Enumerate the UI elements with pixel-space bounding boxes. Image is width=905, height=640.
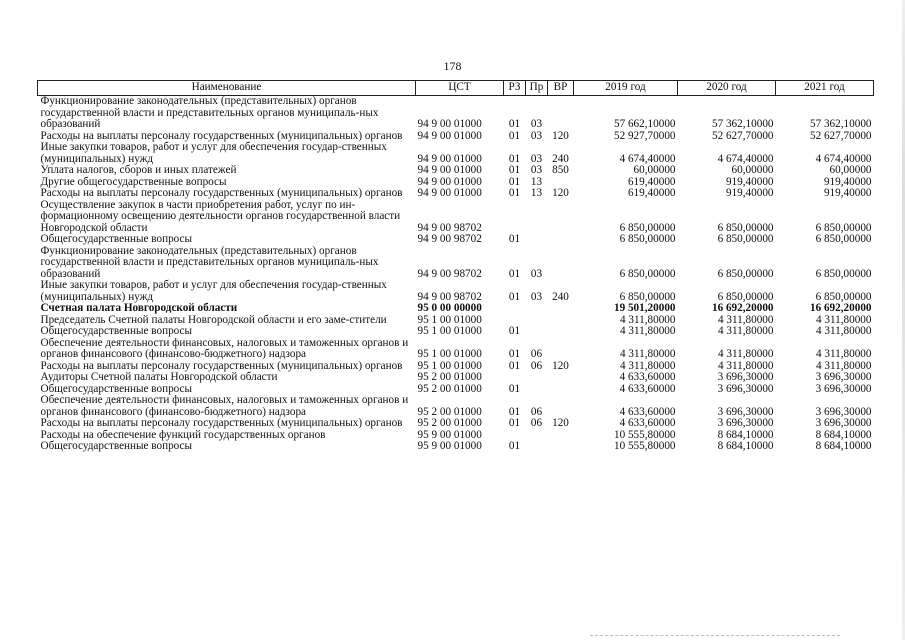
row-value-2020: 57 362,10000	[711, 118, 774, 130]
row-rz: 01	[508, 164, 521, 176]
row-vr	[548, 315, 574, 327]
row-cst: 94 9 00 01000	[417, 129, 482, 142]
row-pr	[526, 441, 548, 453]
row-value-2019: 619,40000	[627, 175, 676, 188]
row-value-2019: 6 850,00000	[619, 267, 676, 280]
row-name: Расходы на выплаты персоналу государственных (муниципальных) органов	[40, 129, 403, 142]
row-cst: 95 2 00 01000	[417, 371, 482, 383]
table-header-row	[38, 81, 874, 96]
row-value-2019: 4 674,40000	[619, 152, 676, 165]
row-pr	[526, 326, 548, 338]
row-vr	[548, 96, 574, 131]
table-row	[38, 234, 874, 246]
row-rz: 01	[508, 267, 521, 280]
row-value-2020: 6 850,00000	[717, 233, 774, 245]
row-cst: 95 1 00 01000	[417, 325, 482, 337]
row-value-2021: 4 674,40000	[815, 152, 872, 165]
row-value-2020: 919,40000	[725, 187, 774, 199]
header-cst: ЦСТ	[416, 81, 504, 96]
row-value-2019: 6 850,00000	[619, 221, 676, 234]
row-value-2019: 4 311,80000	[619, 348, 676, 360]
row-cst: 95 2 00 01000	[417, 405, 482, 418]
row-pr: 03	[530, 164, 543, 176]
row-cst: 94 9 00 98702	[417, 233, 482, 245]
row-value-2019: 57 662,10000	[613, 118, 676, 130]
table-row	[38, 142, 874, 165]
row-value-2019: 4 311,80000	[619, 359, 676, 372]
row-value-2019: 10 555,80000	[613, 428, 676, 441]
row-value-2020: 8 684,10000	[717, 428, 774, 441]
row-value-2019: 6 850,00000	[619, 290, 676, 303]
row-cst: 94 9 00 98702	[417, 290, 482, 303]
row-name: Расходы на выплаты персоналу государственных (муниципальных) органов	[40, 417, 403, 429]
row-cst: 95 9 00 01000	[417, 440, 482, 452]
row-cst: 94 9 00 98702	[417, 267, 482, 280]
row-name: Общегосударственные вопросы	[40, 325, 193, 337]
header-2020: 2020 год	[678, 81, 776, 96]
header-2019: 2019 год	[574, 81, 678, 96]
row-vr	[548, 384, 574, 396]
row-rz: 01	[508, 118, 521, 130]
row-cst: 94 9 00 01000	[417, 175, 482, 188]
row-pr	[526, 200, 548, 235]
row-vr: 240	[552, 152, 569, 165]
row-vr	[548, 441, 574, 453]
table-row	[38, 303, 874, 315]
row-value-2020: 3 696,30000	[717, 371, 774, 383]
row-rz: 01	[508, 152, 521, 165]
row-value-2021: 919,40000	[823, 187, 872, 199]
row-cst: 95 2 00 01000	[417, 417, 482, 429]
row-name: Общегосударственные вопросы	[40, 440, 193, 452]
row-value-2019: 6 850,00000	[619, 233, 676, 245]
page-number: 178	[443, 59, 462, 73]
row-value-2020: 8 684,10000	[717, 440, 774, 452]
row-vr	[548, 200, 574, 235]
row-value-2019: 19 501,20000	[613, 302, 676, 314]
row-value-2020: 52 627,70000	[711, 129, 774, 142]
row-value-2021: 52 627,70000	[809, 129, 872, 142]
row-vr: 120	[552, 129, 569, 142]
row-vr: 850	[552, 164, 569, 176]
row-vr: 120	[552, 187, 569, 199]
row-name: Председатель Счетной палаты Новгородской области и его заме-стители	[40, 313, 387, 326]
row-name: Обеспечение деятельности финансовых, налоговых и таможенных органов и органов финансового (финансово-бюджетного) надзора	[40, 336, 409, 360]
row-pr: 06	[530, 417, 543, 429]
row-pr	[526, 234, 548, 246]
header-vr: ВР	[548, 81, 574, 96]
row-value-2020: 16 692,20000	[711, 302, 774, 314]
row-value-2020: 4 311,80000	[717, 348, 774, 360]
row-pr	[526, 430, 548, 442]
row-pr	[526, 303, 548, 315]
row-value-2020: 6 850,00000	[717, 267, 774, 280]
row-name: Осуществление закупок в части приобретения работ, услуг по ин-формационному освещению деятельности органов государственной власти Новгородской области	[40, 198, 401, 234]
table-body	[38, 96, 874, 453]
row-value-2021: 4 311,80000	[815, 348, 872, 360]
header-rz: РЗ	[504, 81, 526, 96]
row-name: Другие общегосударственные вопросы	[40, 175, 227, 188]
row-rz: 01	[508, 175, 521, 188]
row-pr: 03	[530, 290, 543, 303]
row-value-2020: 3 696,30000	[717, 382, 774, 395]
row-value-2019: 10 555,80000	[613, 440, 676, 452]
row-cst: 94 9 00 01000	[417, 187, 482, 199]
row-rz: 01	[508, 348, 521, 360]
row-value-2021: 6 850,00000	[815, 267, 872, 280]
table-row	[38, 280, 874, 303]
row-value-2020: 4 674,40000	[717, 152, 774, 165]
row-pr: 03	[530, 267, 543, 280]
row-cst: 95 0 00 00000	[417, 302, 482, 314]
row-value-2021: 3 696,30000	[815, 382, 872, 395]
table-row	[38, 165, 874, 177]
row-value-2019: 4 633,60000	[619, 371, 676, 383]
header-name: Наименование	[38, 81, 416, 96]
row-vr	[548, 246, 574, 281]
row-vr: 120	[552, 417, 569, 429]
row-value-2021: 4 311,80000	[815, 325, 872, 337]
row-pr: 03	[530, 129, 543, 142]
row-value-2021: 6 850,00000	[815, 233, 872, 245]
row-value-2020: 6 850,00000	[717, 290, 774, 303]
row-cst: 95 1 00 01000	[417, 313, 482, 326]
header-pr: Пр	[526, 81, 548, 96]
table-row	[38, 96, 874, 131]
row-name: Общегосударственные вопросы	[40, 382, 193, 395]
row-value-2020: 6 850,00000	[717, 221, 774, 234]
table-row	[38, 246, 874, 281]
row-value-2019: 60,00000	[633, 164, 676, 176]
row-value-2021: 6 850,00000	[815, 221, 872, 234]
row-value-2021: 57 362,10000	[809, 118, 872, 130]
table-row	[38, 418, 874, 430]
row-value-2019: 52 927,70000	[613, 129, 676, 142]
row-rz: 01	[508, 405, 521, 418]
row-value-2020: 4 311,80000	[717, 313, 774, 326]
table-row	[38, 441, 874, 453]
row-cst: 94 9 00 01000	[417, 152, 482, 165]
row-cst: 95 2 00 01000	[417, 382, 482, 395]
row-pr	[526, 384, 548, 396]
row-value-2019: 4 633,60000	[619, 405, 676, 418]
row-value-2020: 919,40000	[725, 175, 774, 188]
row-vr	[548, 326, 574, 338]
table-row	[38, 372, 874, 384]
row-value-2021: 60,00000	[829, 164, 872, 176]
table-row	[38, 326, 874, 338]
row-rz: 01	[508, 440, 521, 452]
row-pr: 13	[530, 187, 543, 199]
row-vr	[548, 430, 574, 442]
row-name: Обеспечение деятельности финансовых, налоговых и таможенных органов и органов финансового (финансово-бюджетного) надзора	[40, 394, 409, 418]
row-value-2021: 3 696,30000	[815, 371, 872, 383]
row-pr: 13	[530, 175, 543, 188]
row-value-2019: 4 633,60000	[619, 417, 676, 429]
row-name: Счетная палата Новгородской области	[40, 302, 238, 314]
row-value-2021: 8 684,10000	[815, 428, 872, 441]
row-value-2019: 4 311,80000	[619, 325, 676, 337]
budget-table	[37, 80, 874, 453]
row-rz: 01	[508, 233, 521, 245]
row-cst: 94 9 00 98702	[417, 221, 482, 234]
row-vr	[548, 234, 574, 246]
row-rz	[504, 303, 526, 315]
row-rz: 01	[508, 187, 521, 199]
row-pr: 06	[530, 348, 543, 360]
table-row	[38, 188, 874, 200]
table-row	[38, 338, 874, 361]
row-rz: 01	[508, 417, 521, 429]
row-value-2021: 6 850,00000	[815, 290, 872, 303]
row-value-2021: 8 684,10000	[815, 440, 872, 452]
scan-artifact	[590, 633, 840, 636]
row-cst: 94 9 00 01000	[417, 118, 482, 130]
row-rz: 01	[508, 325, 521, 337]
row-rz	[504, 372, 526, 384]
row-value-2019: 4 311,80000	[619, 313, 676, 326]
table-row	[38, 200, 874, 235]
row-value-2021: 16 692,20000	[809, 302, 872, 314]
row-vr	[548, 372, 574, 384]
row-name: Функционирование законодательных (представительных) органов государственной власти и представительных органов муниципаль-ных образований	[40, 244, 379, 280]
row-name: Иные закупки товаров, работ и услуг для обеспечения государ-ственных (муниципальных) нужд	[40, 279, 387, 303]
row-rz	[504, 200, 526, 235]
row-vr	[548, 303, 574, 315]
row-rz: 01	[508, 129, 521, 142]
row-value-2021: 3 696,30000	[815, 405, 872, 418]
row-name: Расходы на выплаты персоналу государственных (муниципальных) органов	[40, 359, 403, 372]
row-cst: 95 1 00 01000	[417, 359, 482, 372]
row-cst: 95 9 00 01000	[417, 428, 482, 441]
row-name: Аудиторы Счетной палаты Новгородской области	[40, 371, 278, 383]
row-pr: 06	[530, 405, 543, 418]
row-pr	[526, 372, 548, 384]
row-name: Расходы на выплаты персоналу государственных (муниципальных) органов	[40, 187, 403, 199]
table-row	[38, 395, 874, 418]
row-value-2020: 3 696,30000	[717, 405, 774, 418]
row-vr	[548, 395, 574, 418]
row-rz: 01	[508, 359, 521, 372]
row-name: Общегосударственные вопросы	[40, 233, 193, 245]
row-name: Расходы на обеспечение функций государственных органов	[40, 428, 326, 441]
row-cst: 95 1 00 01000	[417, 348, 482, 360]
row-vr: 120	[552, 359, 569, 372]
row-vr: 240	[552, 290, 569, 303]
row-value-2021: 4 311,80000	[815, 359, 872, 372]
row-pr: 03	[530, 118, 543, 130]
row-value-2020: 4 311,80000	[717, 359, 774, 372]
row-pr	[526, 315, 548, 327]
row-value-2019: 4 633,60000	[619, 382, 676, 395]
row-name: Иные закупки товаров, работ и услуг для обеспечения государ-ственных (муниципальных) нужд	[40, 141, 387, 165]
row-value-2021: 919,40000	[823, 175, 872, 188]
row-pr: 03	[530, 152, 543, 165]
row-value-2020: 3 696,30000	[717, 417, 774, 429]
row-rz: 01	[508, 290, 521, 303]
row-vr	[548, 338, 574, 361]
row-value-2019: 619,40000	[627, 187, 676, 199]
row-value-2020: 60,00000	[731, 164, 774, 176]
row-value-2021: 3 696,30000	[815, 417, 872, 429]
header-2021: 2021 год	[776, 81, 874, 96]
row-value-2021: 4 311,80000	[815, 313, 872, 326]
row-name: Уплата налогов, сборов и иных платежей	[40, 164, 237, 176]
row-cst: 94 9 00 01000	[417, 164, 482, 176]
row-value-2020: 4 311,80000	[717, 325, 774, 337]
row-pr: 06	[530, 359, 543, 372]
row-rz: 01	[508, 382, 521, 395]
row-name: Функционирование законодательных (представительных) органов государственной власти и представительных органов муниципаль-ных образований	[40, 95, 379, 130]
